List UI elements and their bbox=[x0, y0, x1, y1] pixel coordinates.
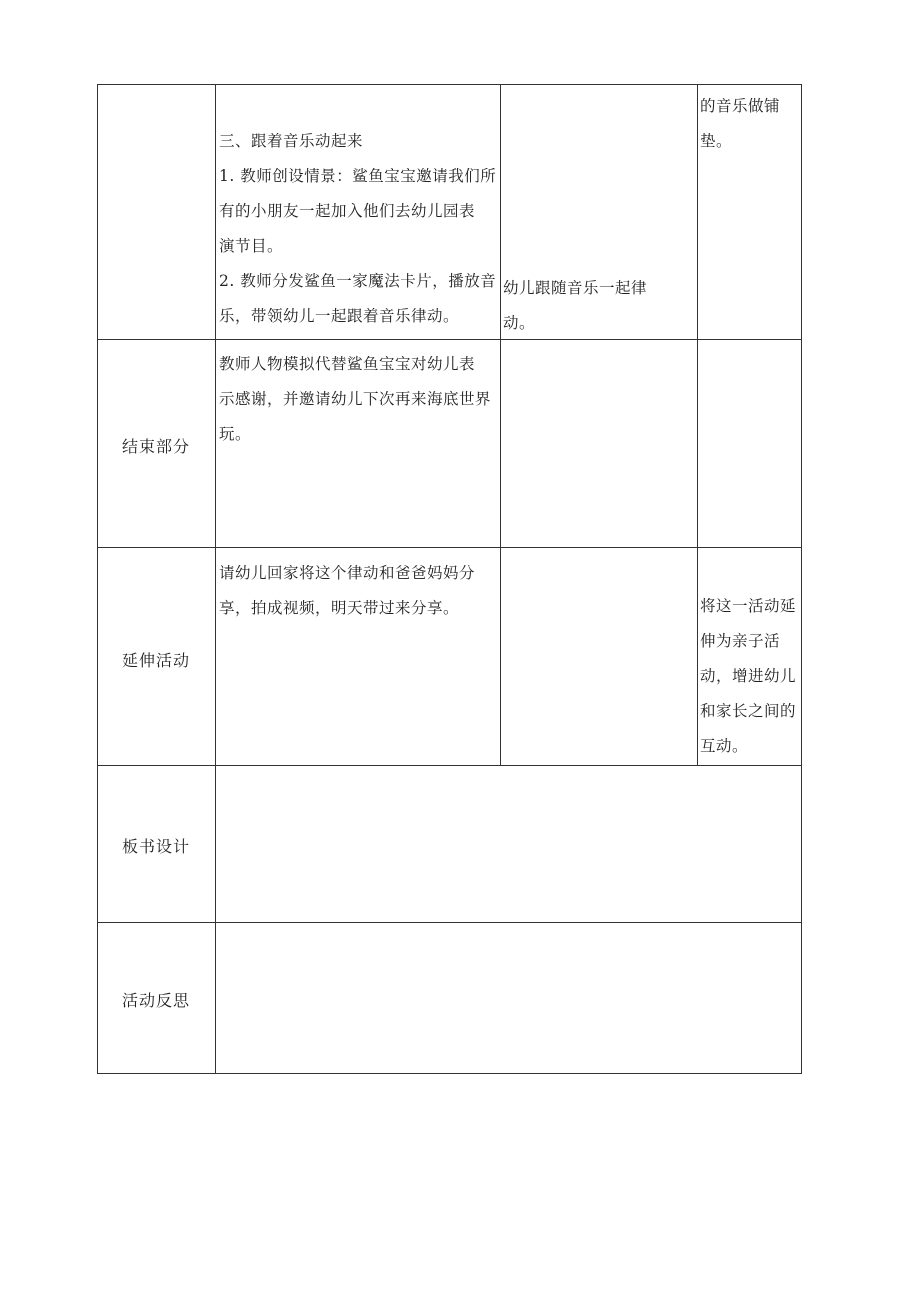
text-line: 和家长之间的 bbox=[700, 702, 797, 720]
row-label-extension: 延伸活动 bbox=[121, 651, 190, 670]
text-line: 幼儿跟随音乐一起律 bbox=[503, 279, 648, 297]
note-cell-extension bbox=[700, 589, 796, 764]
text-line: 请幼儿回家将这个律动和爸爸妈妈分 bbox=[219, 564, 476, 582]
process-cell-extension bbox=[219, 556, 475, 626]
text-line: 1. 教师创设情景：鲨鱼宝宝邀请我们所 bbox=[219, 167, 497, 185]
text-line: 示感谢，并邀请幼儿下次再来海底世界 bbox=[219, 390, 492, 408]
text-line: 2. 教师分发鲨鱼一家魔法卡片，播放音 bbox=[219, 272, 497, 290]
text-line: 垫。 bbox=[700, 132, 733, 150]
column-divider bbox=[697, 84, 698, 766]
column-divider bbox=[500, 84, 501, 766]
child-cell-continuation bbox=[503, 271, 647, 341]
text-line: 互动。 bbox=[700, 737, 749, 755]
text-line: 享，拍成视频，明天带过来分享。 bbox=[219, 599, 460, 617]
table-border-bottom bbox=[97, 1073, 802, 1074]
row-label-ending: 结束部分 bbox=[121, 437, 190, 456]
text-line: 演节目。 bbox=[219, 237, 284, 255]
lesson-plan-table bbox=[97, 84, 802, 1074]
text-line: 动。 bbox=[503, 314, 536, 332]
text-line: 的音乐做铺 bbox=[700, 97, 781, 115]
text-line: 有的小朋友一起加入他们去幼儿园表 bbox=[219, 202, 476, 220]
note-cell-continuation bbox=[700, 89, 780, 159]
table-border-left bbox=[97, 84, 98, 1074]
text-line: 将这一活动延 bbox=[700, 597, 797, 615]
text-line: 乐，带领幼儿一起跟着音乐律动。 bbox=[219, 307, 460, 325]
text-line: 玩。 bbox=[219, 425, 252, 443]
process-cell-continuation bbox=[219, 124, 496, 334]
row-label-board-design: 板书设计 bbox=[121, 837, 190, 856]
text-line: 伸为亲子活 bbox=[700, 632, 781, 650]
text-line: 三、跟着音乐动起来 bbox=[219, 132, 364, 150]
process-cell-ending bbox=[219, 347, 491, 452]
row-label-reflection: 活动反思 bbox=[121, 991, 190, 1010]
row-divider bbox=[97, 922, 802, 923]
table-border-right bbox=[801, 84, 802, 1074]
text-line: 动，增进幼儿 bbox=[700, 667, 797, 685]
text-line: 教师人物模拟代替鲨鱼宝宝对幼儿表 bbox=[219, 355, 476, 373]
column-divider bbox=[215, 84, 216, 1074]
